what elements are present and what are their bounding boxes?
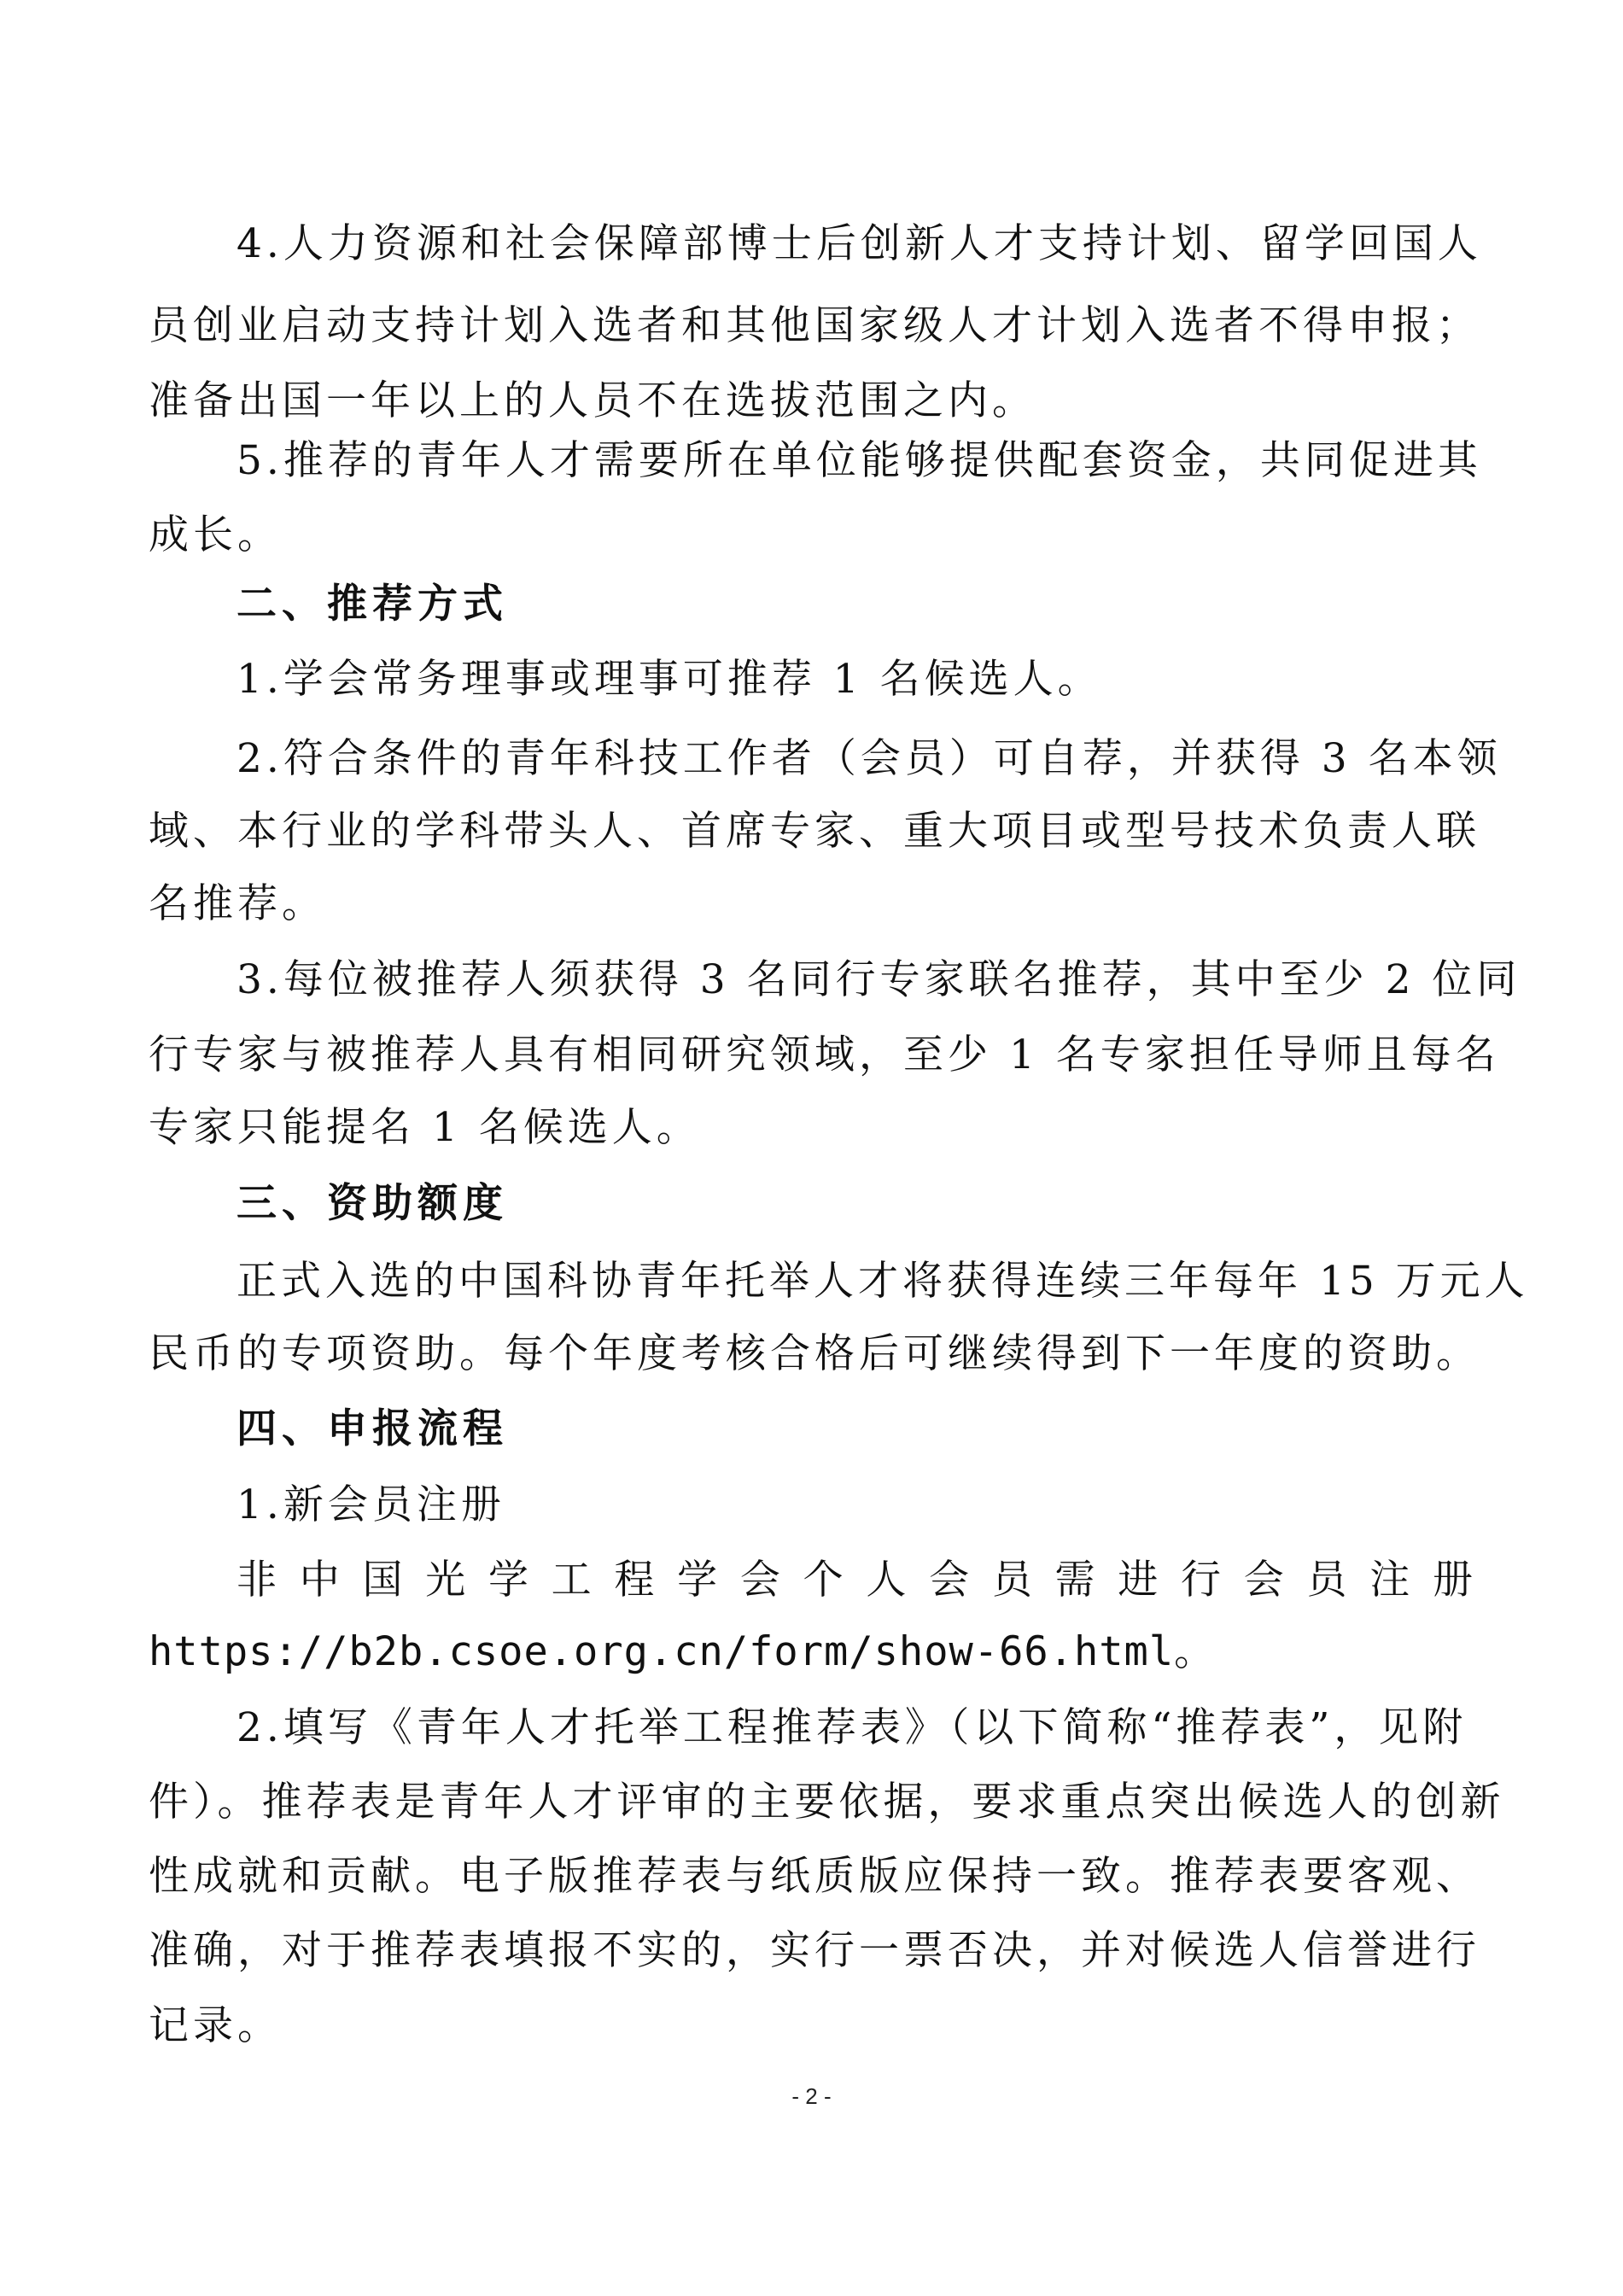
justified-character: 员 [1306, 1557, 1347, 1604]
paragraph-line: 行专家与被推荐人具有相同研究领域，至少 1 名专家担任导师且每名 [149, 1031, 1500, 1078]
section-heading: 三、资助额度 [236, 1180, 508, 1227]
paragraph-line: 2.填写《青年人才托举工程推荐表》（以下简称“推荐表”，见附 [236, 1704, 1468, 1751]
paragraph-line: 专家只能提名 1 名候选人。 [149, 1104, 701, 1151]
justified-character: 行 [1181, 1557, 1222, 1604]
paragraph-line: 1.新会员注册 [236, 1481, 505, 1528]
justified-character: 会 [929, 1557, 970, 1604]
paragraph-line: 记录。 [149, 2002, 282, 2049]
justified-character: 中 [299, 1557, 340, 1604]
justified-character: 员 [991, 1557, 1032, 1604]
paragraph-line: 准确，对于推荐表填报不实的，实行一票否决，并对候选人信誉进行 [149, 1927, 1480, 1974]
justified-character: 需 [1054, 1557, 1095, 1604]
justified-character: 光 [425, 1557, 466, 1604]
justified-character: 非 [236, 1557, 277, 1604]
paragraph-line: 件）。推荐表是青年人才评审的主要依据，要求重点突出候选人的创新 [149, 1779, 1505, 1826]
justified-character: 会 [739, 1557, 780, 1604]
paragraph-line: 5.推荐的青年人才需要所在单位能够提供配套资金，共同促进其 [236, 437, 1482, 484]
justified-character: 程 [614, 1557, 655, 1604]
justified-character: 学 [677, 1557, 718, 1604]
paragraph-line: 性成就和贡献。电子版推荐表与纸质版应保持一致。推荐表要客观、 [149, 1853, 1480, 1900]
justified-character: 学 [487, 1557, 528, 1604]
paragraph-line: 3.每位被推荐人须获得 3 名同行专家联名推荐，其中至少 2 位同 [236, 956, 1521, 1003]
page-number: - 2 - [791, 2083, 832, 2109]
paragraph-line: 名推荐。 [149, 880, 326, 927]
registration-url: https://b2b.csoe.org.cn/form/show-66.html。 [149, 1628, 1216, 1675]
paragraph-line: 民币的专项资助。每个年度考核合格后可继续得到下一年度的资助。 [149, 1330, 1480, 1377]
paragraph-line: 4.人力资源和社会保障部博士后创新人才支持计划、留学回国人 [236, 220, 1482, 267]
paragraph-line: 准备出国一年以上的人员不在选拔范围之内。 [149, 377, 1036, 424]
paragraph-line: 员创业启动支持计划入选者和其他国家级人才计划入选者不得申报； [149, 302, 1480, 349]
justified-character: 工 [551, 1557, 592, 1604]
justified-paragraph-line [236, 1557, 1473, 1604]
justified-character: 进 [1118, 1557, 1159, 1604]
justified-character: 人 [866, 1557, 907, 1604]
justified-character: 注 [1369, 1557, 1410, 1604]
paragraph-line: 成长。 [149, 511, 282, 558]
paragraph-line: 域、本行业的学科带头人、首席专家、重大项目或型号技术负责人联 [149, 808, 1480, 855]
justified-character: 国 [362, 1557, 403, 1604]
paragraph-line: 正式入选的中国科协青年托举人才将获得连续三年每年 15 万元人 [236, 1258, 1529, 1305]
paragraph-line: 1.学会常务理事或理事可推荐 1 名候选人。 [236, 656, 1102, 703]
justified-character: 册 [1432, 1557, 1473, 1604]
section-heading: 四、申报流程 [236, 1405, 508, 1452]
justified-character: 个 [803, 1557, 844, 1604]
section-heading: 二、推荐方式 [236, 581, 508, 628]
justified-character: 会 [1243, 1557, 1284, 1604]
paragraph-line: 2.符合条件的青年科技工作者（会员）可自荐，并获得 3 名本领 [236, 735, 1502, 782]
